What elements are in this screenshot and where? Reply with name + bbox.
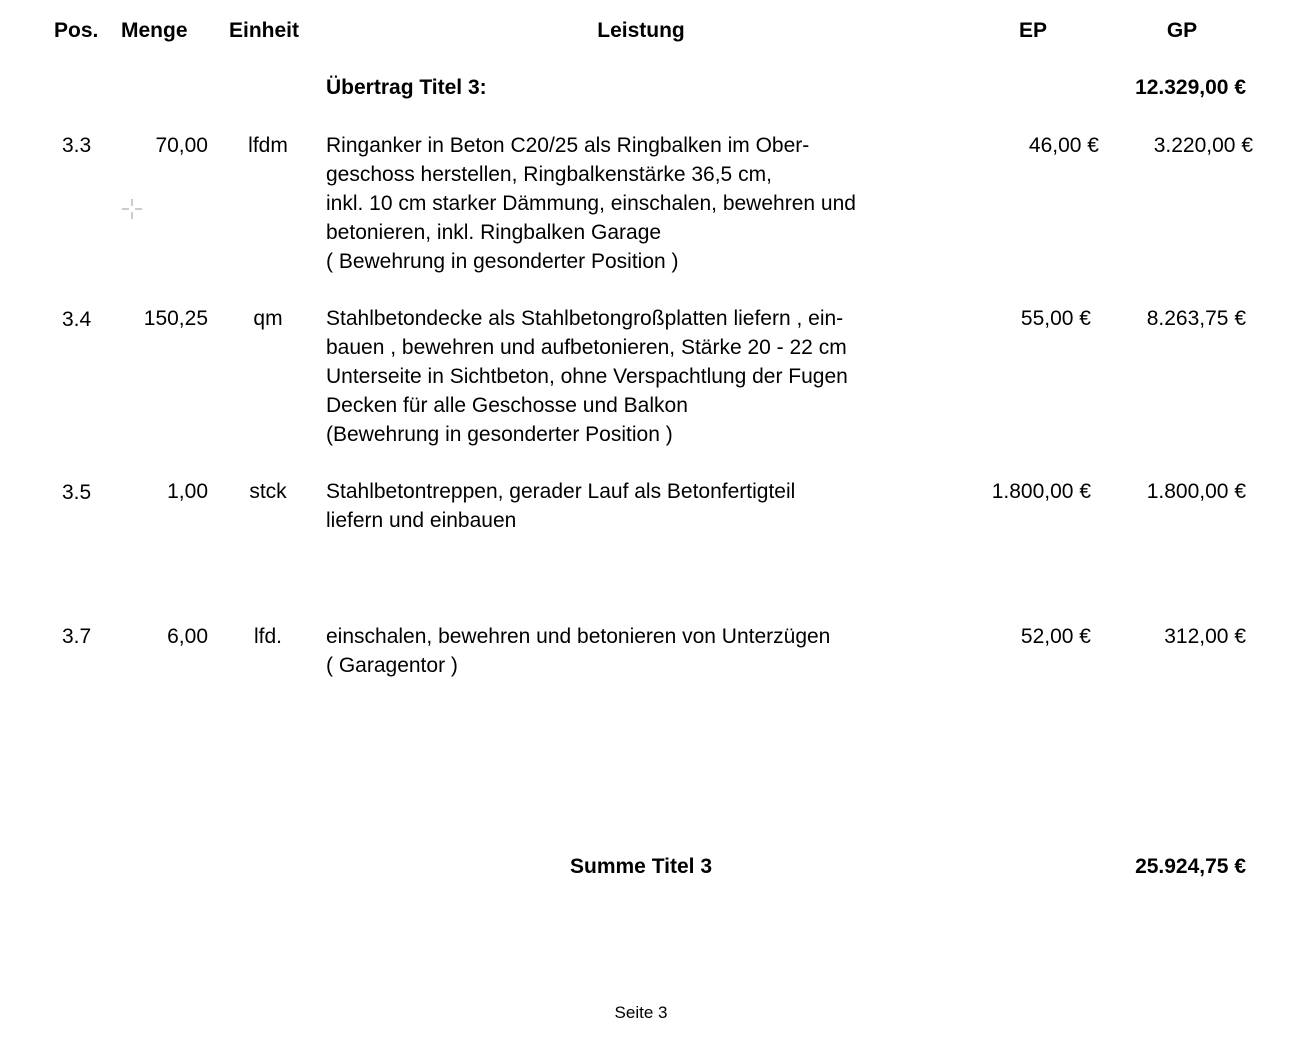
row-description (326, 131, 856, 276)
description-line: ( Bewehrung in gesonderter Position ) (326, 250, 679, 273)
description-line: betonieren, inkl. Ringbalken Garage (326, 221, 662, 244)
row-gp: 312,00 € (1164, 625, 1246, 648)
row-menge: 6,00 (167, 625, 208, 648)
row-description (326, 477, 795, 535)
header-ep: EP (1018, 19, 1047, 42)
summe-label: Summe Titel 3 (570, 855, 712, 878)
row-pos: 3.7 (62, 625, 92, 648)
row-einheit: lfdm (248, 134, 288, 157)
description-line: einschalen, bewehren und betonieren von Unterzügen (326, 625, 831, 648)
description-line: Ringanker in Beton C20/25 als Ringbalken im Ober- (326, 134, 810, 157)
header-einheit: Einheit (229, 19, 300, 42)
row-gp: 3.220,00 € (1153, 134, 1253, 157)
uebertrag-value: 12.329,00 € (1135, 76, 1246, 99)
description-line: ( Garagentor ) (326, 654, 458, 677)
row-ep: 52,00 € (1020, 625, 1091, 648)
description-line: bauen , bewehren und aufbetonieren, Stärke 20 - 22 cm (326, 336, 847, 359)
description-line: Stahlbetondecke als Stahlbetongroßplatten liefern , ein- (326, 307, 844, 330)
row-pos: 3.5 (62, 481, 92, 504)
row-ep: 55,00 € (1020, 307, 1091, 330)
row-ep: 46,00 € (1028, 134, 1099, 157)
row-gp: 1.800,00 € (1146, 480, 1246, 503)
row-pos: 3.3 (62, 134, 92, 157)
row-einheit: qm (253, 307, 283, 330)
header-menge: Menge (121, 19, 188, 42)
summe-value: 25.924,75 € (1135, 855, 1246, 878)
header-pos: Pos. (54, 19, 99, 42)
description-line: (Bewehrung in gesonderter Position ) (326, 423, 673, 446)
header-gp: GP (1166, 19, 1198, 42)
row-einheit: stck (249, 480, 287, 503)
row-gp: 8.263,75 € (1146, 307, 1246, 330)
row-menge: 1,00 (167, 480, 208, 503)
description-line: geschoss herstellen, Ringbalkenstärke 36,5 cm, (326, 163, 772, 186)
row-pos: 3.4 (62, 308, 92, 331)
page-number: Seite 3 (614, 1003, 668, 1022)
description-line: inkl. 10 cm starker Dämmung, einschalen, bewehren und (326, 192, 856, 215)
row-menge: 150,25 (143, 307, 208, 330)
row-menge: 70,00 (155, 134, 208, 157)
row-einheit: lfd. (253, 625, 282, 648)
crosshair-cursor-icon (121, 198, 143, 220)
row-ep: 1.800,00 € (991, 480, 1091, 503)
header-leistung: Leistung (597, 19, 685, 42)
description-line: liefern und einbauen (326, 509, 517, 532)
description-line: Decken für alle Geschosse und Balkon (326, 394, 688, 417)
row-description (326, 304, 848, 449)
row-description (326, 622, 830, 680)
description-line: Unterseite in Sichtbeton, ohne Verspachtlung der Fugen (326, 365, 848, 388)
uebertrag-label: Übertrag Titel 3: (326, 76, 487, 99)
description-line: Stahlbetontreppen, gerader Lauf als Betonfertigteil (326, 480, 796, 503)
